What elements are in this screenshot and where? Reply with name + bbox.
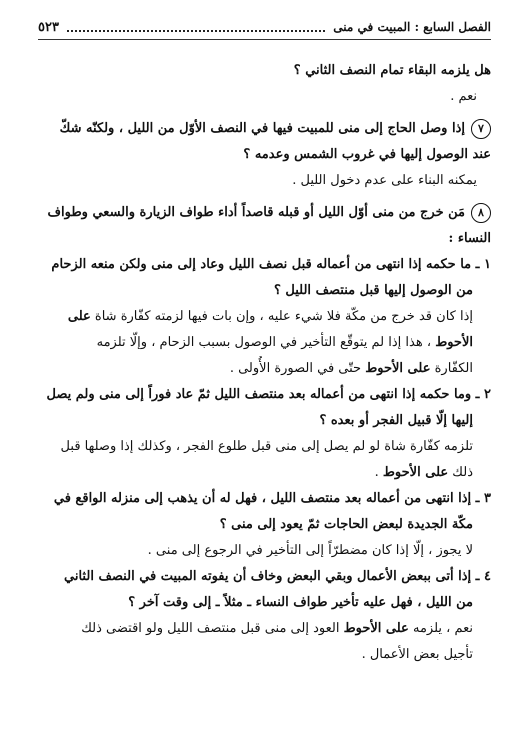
emphasis-text: على الأحوط: [382, 465, 449, 480]
subquestion-1-line-2: من الوصول إليها قبل منتصف الليل ؟: [273, 283, 473, 298]
answer-3: لا يجوز ، إلّا إذا كان مضطرّاً إلى التأخير في الرجوع إلى منى .: [147, 543, 473, 558]
answer-4-line-1: [38, 616, 491, 642]
answer-text: نعم .: [450, 89, 477, 104]
subquestion-2-line-1: ٢ ـ وما حكمه إذا انتهى من أعماله بعد منتصف الليل ثمّ عاد فوراً إلى منى ولم يصل: [46, 387, 491, 402]
emphasis-text: على: [67, 309, 91, 324]
answer-text: ، هذا إذا لم يتوقّع التأخير في الوصول بسبب الزحام ، وإلّا تلزمه: [96, 335, 432, 350]
page-number: ٥٢٣: [38, 19, 59, 35]
subquestion-4-line-2: من الليل ، فهل عليه تأخير طواف النساء ـ مثلاً ـ إلى وقت آخر ؟: [128, 595, 473, 610]
answer-text: حتّى في الصورة الأُولى .: [229, 361, 362, 376]
subquestion-2-line-2: إليها إلّا قبيل الفجر أو بعده ؟: [319, 413, 473, 428]
header-dots-divider: [67, 22, 325, 32]
page-header: [38, 16, 491, 38]
answer-text: يمكنه البناء على عدم دخول الليل .: [292, 173, 477, 188]
emphasis-text: الأحوط: [435, 335, 473, 350]
answer-text: نعم ، يلزمه: [412, 621, 473, 636]
question-number-badge: ٧: [471, 119, 491, 139]
chapter-title: الفصل السابع : المبيت في منى: [333, 20, 491, 34]
answer-text: الكفّارة: [434, 361, 473, 376]
emphasis-text: على الأحوط: [365, 361, 431, 376]
question-7-line-2: عند الوصول إليها في غروب الشمس وعدمه ؟: [243, 147, 491, 162]
subquestion-4-line-1: ٤ ـ إذا أتى ببعض الأعمال وبقي البعض وخاف أن يفوته المبيت في النصف الثاني: [64, 569, 491, 584]
header-rule: [38, 39, 491, 40]
question-text: هل يلزمه البقاء تمام النصف الثاني ؟: [293, 63, 491, 78]
answer-1-line-2: [38, 330, 491, 356]
subquestion-3-line-2: مكّة الجديدة لبعض الحاجات ثمّ يعود إلى منى ؟: [219, 517, 473, 532]
question-text: إذا وصل الحاج إلى منى للمبيت فيها في النصف الأوّل من الليل ، ولكنّه شكّ: [59, 121, 465, 136]
question-text: مَن خرج من منى أوّل الليل أو قبله قاصداً أداء طواف الزيارة والسعي وطواف: [47, 205, 465, 220]
answer-text: ذلك: [452, 465, 473, 480]
subquestion-3-line-1: ٣ ـ إذا انتهى من أعماله بعد منتصف الليل ، فهل له أن يذهب إلى منزله الواقع في: [53, 491, 491, 506]
answer-2-line-2: [38, 460, 491, 486]
answer-2-line-1: تلزمه كفّارة شاة لو لم يصل إلى منى قبل طلوع الفجر ، وكذلك إذا وصلها قبل: [60, 439, 473, 454]
question-number-badge: ٨: [471, 203, 491, 223]
question-8-line-2: النساء :: [448, 231, 491, 246]
answer-1-line-3: [38, 356, 491, 382]
answer-4-line-2: تأجيل بعض الأعمال .: [361, 647, 473, 662]
answer-text: .: [374, 465, 379, 480]
emphasis-text: على الأحوط: [343, 621, 409, 636]
page-body: [38, 58, 491, 668]
question-7-line-1: [38, 116, 491, 142]
answer-text: إذا كان قد خرج من مكّة فلا شيء عليه ، وإن بات فيها لزمته كفّارة شاة: [94, 309, 473, 324]
question-8-line-1: [38, 200, 491, 226]
answer-text: العود إلى منى قبل منتصف الليل ولو اقتضى ذلك: [81, 621, 340, 636]
subquestion-1-line-1: ١ ـ ما حكمه إذا انتهى من أعماله قبل نصف الليل وعاد إلى منى ولكن منعه الزحام: [51, 257, 491, 272]
answer-1-line-1: [38, 304, 491, 330]
